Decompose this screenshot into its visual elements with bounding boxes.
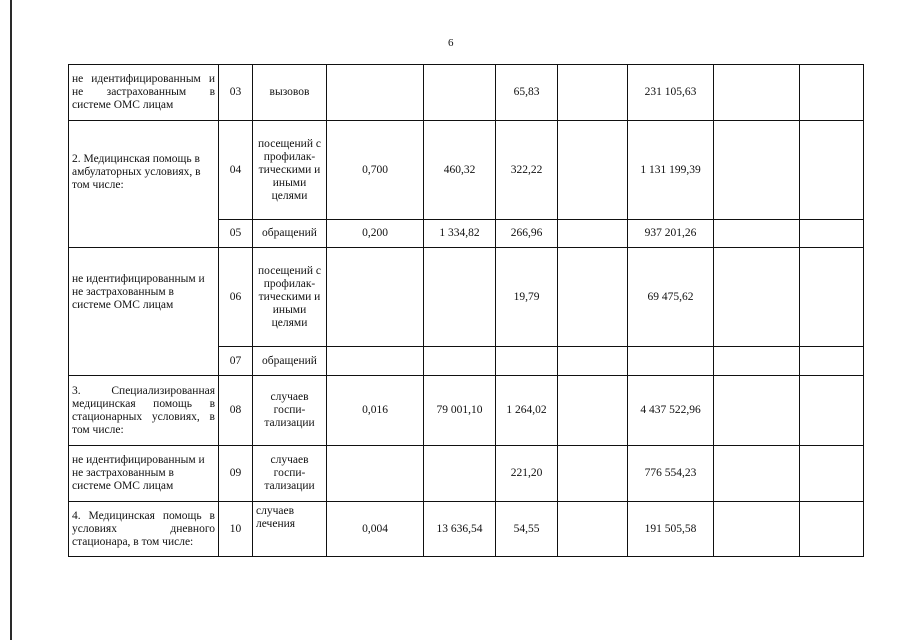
cell-col7 — [558, 347, 628, 376]
cell-total: 69 475,62 — [628, 248, 714, 347]
cell-total: 4 437 522,96 — [628, 376, 714, 446]
row-code: 05 — [219, 220, 253, 248]
cell-col10 — [800, 376, 864, 446]
row-name: не идентифицированным и не застрахованным в системе ОМС лицам — [69, 65, 219, 121]
cell-normative — [327, 446, 424, 502]
cell-col7 — [558, 376, 628, 446]
row-unit: случаев госпи-тализации — [253, 446, 327, 502]
cell-per-capita: 65,83 — [496, 65, 558, 121]
cell-per-capita: 266,96 — [496, 220, 558, 248]
row-code: 06 — [219, 248, 253, 347]
medical-care-table — [68, 64, 864, 557]
cell-normative — [327, 248, 424, 347]
row-name: 3. Специализированная медицинская помощь в стационарных условиях, в том числе: — [69, 376, 219, 446]
cell-total: 191 505,58 — [628, 502, 714, 557]
table-row — [69, 121, 864, 220]
cell-col9 — [714, 248, 800, 347]
cell-col9 — [714, 376, 800, 446]
table-row — [69, 446, 864, 502]
row-unit: посещений с профилак-тическими и иными целями — [253, 121, 327, 220]
cell-total: 231 105,63 — [628, 65, 714, 121]
cell-col7 — [558, 446, 628, 502]
cell-cost: 460,32 — [424, 121, 496, 220]
cell-normative — [327, 347, 424, 376]
row-unit: обращений — [253, 220, 327, 248]
cell-col10 — [800, 248, 864, 347]
cell-per-capita: 1 264,02 — [496, 376, 558, 446]
cell-per-capita: 322,22 — [496, 121, 558, 220]
cell-col7 — [558, 502, 628, 557]
cell-total — [628, 347, 714, 376]
cell-col9 — [714, 121, 800, 220]
cell-total: 937 201,26 — [628, 220, 714, 248]
cell-col9 — [714, 65, 800, 121]
cell-cost — [424, 347, 496, 376]
cell-col9 — [714, 446, 800, 502]
cell-normative — [327, 65, 424, 121]
cell-col10 — [800, 502, 864, 557]
cell-col7 — [558, 248, 628, 347]
cell-col10 — [800, 446, 864, 502]
table-row — [69, 376, 864, 446]
cell-cost — [424, 446, 496, 502]
cell-col9 — [714, 220, 800, 248]
page-left-edge — [10, 0, 12, 640]
cell-per-capita: 19,79 — [496, 248, 558, 347]
row-unit: случаев лечения — [253, 502, 327, 557]
row-name: 4. Медицинская помощь в условиях дневного стационара, в том числе: — [69, 502, 219, 557]
row-code: 08 — [219, 376, 253, 446]
cell-col9 — [714, 502, 800, 557]
row-code: 04 — [219, 121, 253, 220]
cell-cost: 1 334,82 — [424, 220, 496, 248]
row-code: 07 — [219, 347, 253, 376]
cell-col9 — [714, 347, 800, 376]
cell-total: 776 554,23 — [628, 446, 714, 502]
cell-col7 — [558, 121, 628, 220]
cell-per-capita — [496, 347, 558, 376]
row-unit: посещений с профилак-тическими и иными целями — [253, 248, 327, 347]
row-name: не идентифицированным и не застрахованным в системе ОМС лицам — [69, 248, 219, 376]
cell-cost — [424, 248, 496, 347]
row-code: 09 — [219, 446, 253, 502]
row-code: 10 — [219, 502, 253, 557]
row-unit: вызовов — [253, 65, 327, 121]
cell-normative: 0,016 — [327, 376, 424, 446]
table-row — [69, 65, 864, 121]
cell-normative: 0,200 — [327, 220, 424, 248]
row-unit: обращений — [253, 347, 327, 376]
row-name: не идентифицированным и не застрахованным в системе ОМС лицам — [69, 446, 219, 502]
cell-total: 1 131 199,39 — [628, 121, 714, 220]
row-code: 03 — [219, 65, 253, 121]
table-row — [69, 248, 864, 347]
table-row — [69, 502, 864, 557]
cell-col7 — [558, 65, 628, 121]
row-name: 2. Медицинская помощь в амбулаторных условиях, в том числе: — [69, 121, 219, 248]
cell-per-capita: 54,55 — [496, 502, 558, 557]
row-unit: случаев госпи-тализации — [253, 376, 327, 446]
cell-cost: 79 001,10 — [424, 376, 496, 446]
cell-per-capita: 221,20 — [496, 446, 558, 502]
cell-normative: 0,004 — [327, 502, 424, 557]
cell-col10 — [800, 65, 864, 121]
cell-cost — [424, 65, 496, 121]
cell-col7 — [558, 220, 628, 248]
cell-normative: 0,700 — [327, 121, 424, 220]
cell-col10 — [800, 347, 864, 376]
cell-col10 — [800, 121, 864, 220]
cell-cost: 13 636,54 — [424, 502, 496, 557]
cell-col10 — [800, 220, 864, 248]
page-number: 6 — [448, 37, 454, 49]
